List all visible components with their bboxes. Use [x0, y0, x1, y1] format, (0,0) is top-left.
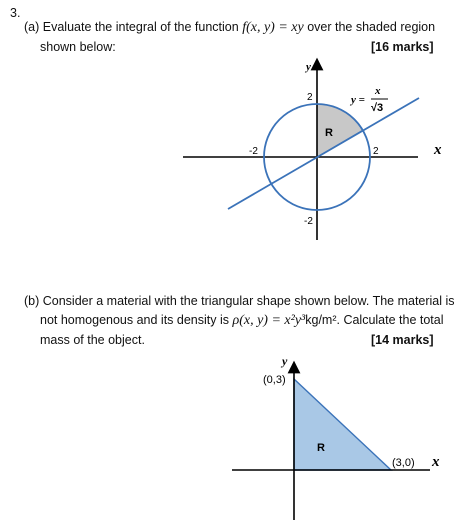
figure-b [232, 354, 440, 520]
line-eq-lhs: y = [351, 94, 365, 106]
shaded-region-a [317, 104, 363, 157]
problem-number: 3. [10, 6, 21, 20]
part-b-prefix: not homogenous and its density is [40, 313, 230, 327]
part-b-suffix: kg/m². Calculate the total [305, 313, 444, 327]
tick-2-x: 2 [373, 146, 379, 157]
triangle-region [294, 379, 391, 470]
part-a-marks: [16 marks] [371, 40, 434, 54]
tick-neg2-y: -2 [304, 216, 313, 227]
x-axis-label-b: x [432, 454, 440, 470]
region-label-b: R [317, 442, 325, 454]
part-a-function: f(x, y) = xy [242, 20, 304, 35]
y-axis-label-b: y [282, 354, 288, 368]
x-axis-label-a: x [434, 142, 442, 158]
part-a-suffix: over the shaded region [307, 20, 436, 34]
region-label-a: R [325, 127, 333, 139]
part-b-line1: (b) Consider a material with the triangular shape shown below. The material is [24, 294, 455, 308]
part-a-line2: shown below: [40, 40, 116, 54]
tick-2-y: 2 [307, 92, 313, 103]
part-b-density: ρ(x, y) = x²y³ [232, 313, 306, 328]
y-axis-label-a: y [306, 61, 311, 73]
tick-neg2-x: -2 [249, 146, 258, 157]
line-eq-numerator: x [375, 85, 381, 97]
part-b-marks: [14 marks] [371, 333, 434, 347]
part-a-prefix: (a) Evaluate the integral of the function [24, 20, 239, 34]
figure-a [183, 61, 442, 240]
point-label-right: (3,0) [392, 457, 415, 469]
point-label-top: (0,3) [263, 374, 286, 386]
part-b-line3: mass of the object. [40, 333, 145, 347]
line-eq-denominator: √3 [371, 102, 384, 114]
